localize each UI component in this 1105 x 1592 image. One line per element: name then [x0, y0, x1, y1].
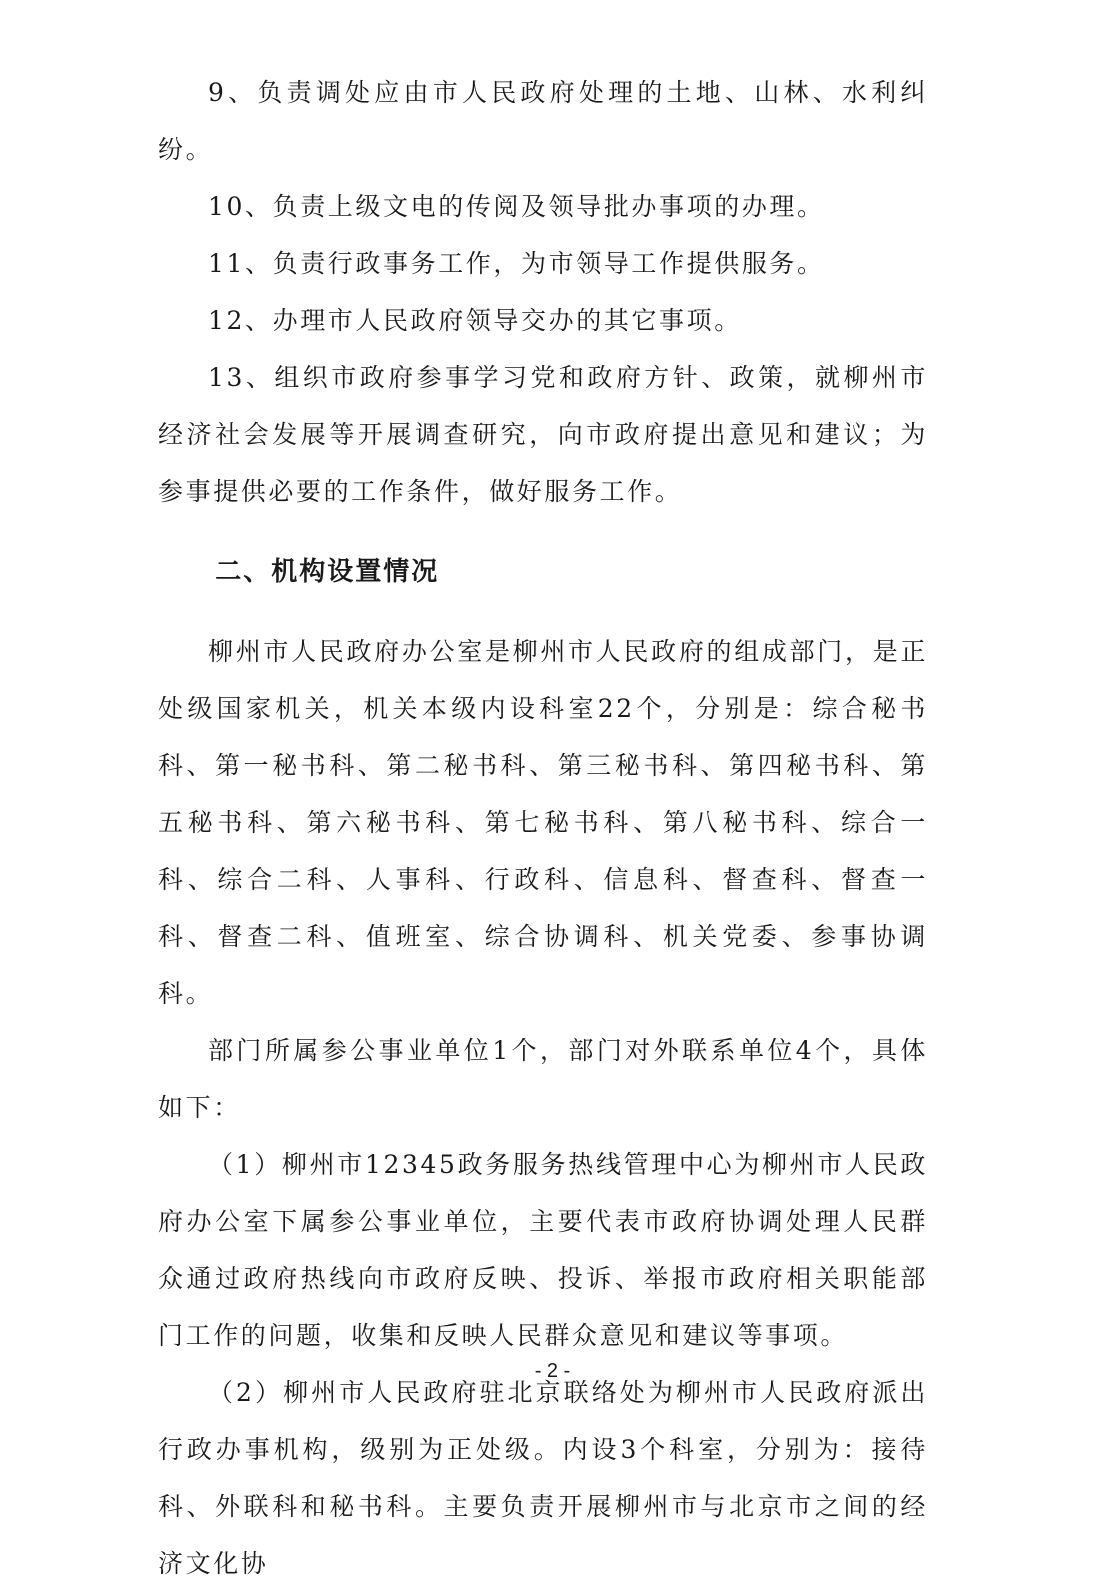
- paragraph-item-11: 11、负责行政事务工作，为市领导工作提供服务。: [208, 249, 825, 278]
- paragraph-item-13: 13、组织市政府参事学习党和政府方针、政策，就柳州市经济社会发展等开展调查研究，向市政府提出意见和建议；为参事提供必要的工作条件，做好服务工作。: [158, 363, 928, 506]
- paragraph-item-9: 9、负责调处应由市人民政府处理的土地、山林、水利纠纷。: [158, 78, 928, 164]
- paragraph-office-overview: 柳州市人民政府办公室是柳州市人民政府的组成部门，是正处级国家机关，机关本级内设科室22个，分别是：综合秘书科、第一秘书科、第二秘书科、第三秘书科、第四秘书科、第五秘书科、第六秘书科、第七秘书科、第八秘书科、综合一科、综合二科、人事科、行政科、信息科、督查科、督查一科、督查二科、值班室、综合协调科、机关党委、参事协调科。: [158, 637, 928, 1008]
- paragraph-beijing-office: （2）柳州市人民政府驻北京联络处为柳州市人民政府派出行政办事机构，级别为正处级。内设3个科室，分别为：接待科、外联科和秘书科。主要负责开展柳州市与北京市之间的经济文化协: [158, 1378, 928, 1578]
- paragraph-item-10: 10、负责上级文电的传阅及领导批办事项的办理。: [208, 192, 825, 221]
- paragraph-hotline-center: （1）柳州市12345政务服务热线管理中心为柳州市人民政府办公室下属参公事业单位，主要代表市政府协调处理人民群众通过政府热线向市政府反映、投诉、举报市政府相关职能部门工作的问题，收集和反映人民群众意见和建议等事项。: [158, 1150, 928, 1350]
- page-number: - 2 -: [534, 1360, 571, 1382]
- paragraph-affiliated-units: 部门所属参公事业单位1个，部门对外联系单位4个，具体如下：: [158, 1036, 928, 1122]
- section-heading: 二、机构设置情况: [215, 557, 440, 587]
- paragraph-item-12: 12、办理市人民政府领导交办的其它事项。: [208, 306, 742, 335]
